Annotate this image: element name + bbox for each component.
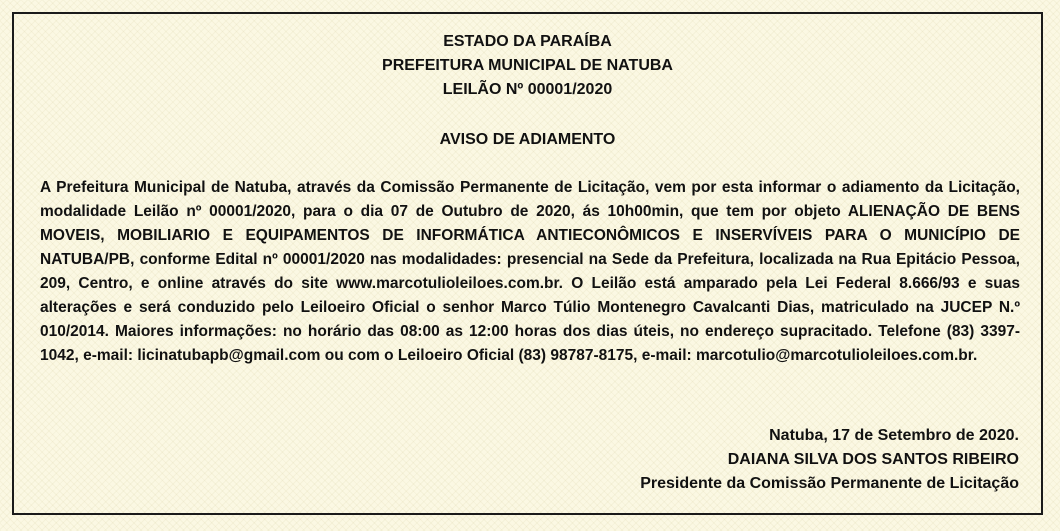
signature-block bbox=[640, 424, 1019, 496]
notice-title: AVISO DE ADIAMENTO bbox=[439, 131, 616, 148]
notice-box bbox=[12, 12, 1043, 515]
municipality-heading: PREFEITURA MUNICIPAL DE NATUBA bbox=[382, 57, 673, 74]
state-heading: ESTADO DA PARAÍBA bbox=[443, 33, 612, 50]
place-date: Natuba, 17 de Setembro de 2020. bbox=[769, 427, 1019, 444]
auction-number-heading: LEILÃO Nº 00001/2020 bbox=[442, 81, 613, 98]
notice-body: A Prefeitura Municipal de Natuba, através da Comissão Permanente de Licitação, vem por esta informar o adiamento da Licitação, modalidade Leilão nº 00001/2020, para o dia 07 de Outubro de 2020, ás 10h00min, que tem por objeto ALIENAÇÃO DE BENS MOVEIS, MOBILIARIO E EQUIPAMENTOS DE INFORMÁTICA ANTIECONÔMICOS E INSERVÍVEIS PARA O MUNICÍPIO DE NATUBA/PB, conforme Edital nº 00001/2020 nas modalidades: presencial na Sede da Prefeitura, localizada na Rua Epitácio Pessoa, 209, Centro, e online através do site www.marcotulioleiloes.com.br. O Leilão está amparado pela Lei Federal 8.666/93 e suas alterações e será conduzido pelo Leiloeiro Oficial o senhor Marco Túlio Montenegro Cavalcanti Dias, matriculado na JUCEP N.º 010/2014. Maiores informações: no horário das 08:00 as 12:00 horas dos dias úteis, no endereço supracitado. Telefone (83) 3397-1042, e-mail: licinatubapb@gmail.com ou com o Leiloeiro Oficial (83) 98787-8175, e-mail: marcotulio@marcotulioleiloes.com.br. bbox=[40, 179, 1020, 364]
signatory-role: Presidente da Comissão Permanente de Licitação bbox=[640, 475, 1019, 492]
document-header bbox=[14, 30, 1041, 102]
signatory-name: DAIANA SILVA DOS SANTOS RIBEIRO bbox=[727, 451, 1019, 468]
